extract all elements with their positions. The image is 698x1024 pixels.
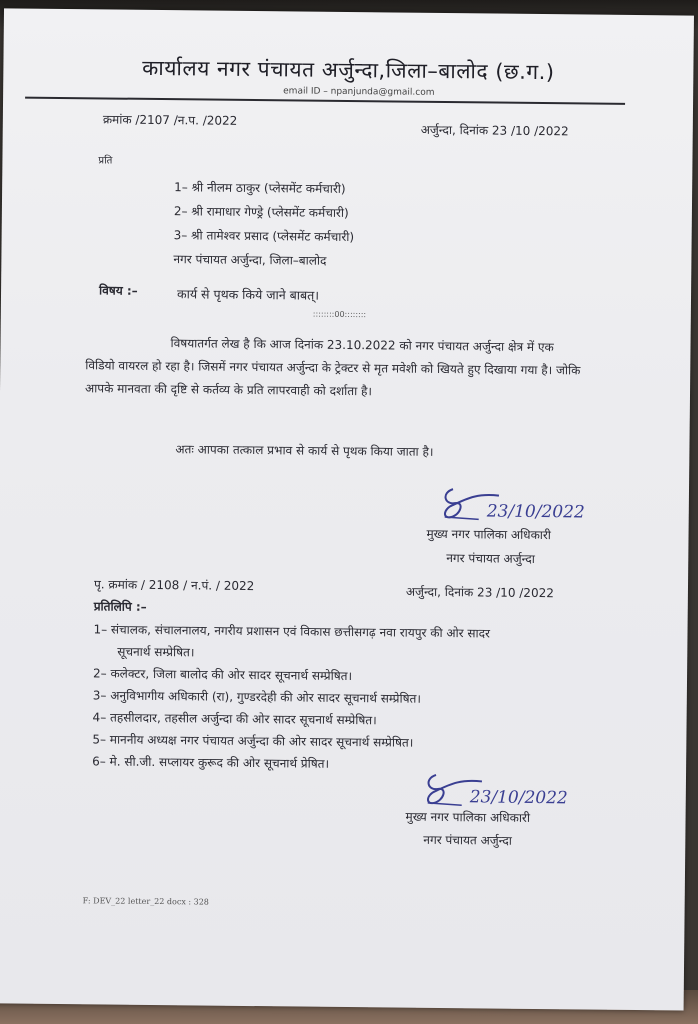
recipient-3: 3– श्री तामेश्वर प्रसाद (प्लेसमेंट कर्मचारी) xyxy=(173,228,355,245)
body-text: विषयातर्गत लेख है कि आज दिनांक 23.10.2022 को नगर पंचायत अर्जुन्दा क्षेत्र में एक विडियो वायरल हो रहा है। जिसमें नगर पंचायत अर्जुन्दा के ट्रेक्टर से मृत मवेशी को खियते हुए दिखाया गया है। जोकि आपके मानवता की दृष्टि से कर्तव्य के प्रति लापरवाही को दर्शाता है। xyxy=(84,336,581,399)
subject-divider: ::::::::00:::::::: xyxy=(312,309,367,320)
header-rule xyxy=(25,97,625,105)
file-code: F: DEV_22 letter_22 docx : 328 xyxy=(82,896,209,907)
copy-item-6: 6– मे. सी.जी. सप्लायर कुरूद की ओर सूचनार्थ प्रेषित। xyxy=(92,754,330,771)
letter-page xyxy=(0,8,694,1010)
signatory-office-1: नगर पंचायत अर्जुन्दा xyxy=(446,551,535,566)
signatory-title-2: मुख्य नगर पालिका अधिकारी xyxy=(405,809,531,825)
signatory-office-2: नगर पंचायत अर्जुन्दा xyxy=(423,832,512,848)
copy-item-4: 4– तहसीलदार, तहसील अर्जुन्दा की ओर सादर सूचनार्थ सम्प्रेषित। xyxy=(92,710,377,728)
reference-number: क्रमांक /2107 /न.प. /2022 xyxy=(102,112,238,128)
order-text: अतः आपका तत्काल प्रभाव से कार्य से पृथक किया जाता है। xyxy=(175,442,434,459)
copy-reference-number: पृ. क्रमांक / 2108 / न.पं. / 2022 xyxy=(93,577,255,594)
recipient-1: 1– श्री नीलम ठाकुर (प्लेसमेंट कर्मचारी) xyxy=(174,180,346,196)
subject-text: कार्य से पृथक किये जाने बाबत्। xyxy=(176,286,320,303)
recipient-2: 2– श्री रामाधार गेण्ड्रे (प्लेसमेंट कर्मचारी) xyxy=(173,204,349,221)
copy-item-1-cont: सूचनार्थ सम्प्रेषित। xyxy=(117,644,195,660)
recipient-address: नगर पंचायत अर्जुन्दा, जिला–बालोद xyxy=(173,252,327,268)
body-paragraph xyxy=(85,331,586,405)
copy-item-3: 3– अनुविभागीय अधिकारी (रा), गुण्डरदेही की ओर सादर सूचनार्थ सम्प्रेषित। xyxy=(92,688,422,706)
copy-place-date: अर्जुन्दा, दिनांक 23 /10 /2022 xyxy=(405,584,554,601)
copy-item-1: 1– संचालक, संचालनालय, नगरीय प्रशासन एवं विकास छत्तीसगढ़ नवा रायपुर की ओर सादर xyxy=(93,622,491,641)
signature-1-date: 23/10/2022 xyxy=(486,501,585,523)
signature-2-date: 23/10/2022 xyxy=(469,787,568,809)
to-label: प्रति xyxy=(98,155,113,167)
email-line: email ID – npanjunda@gmail.com xyxy=(283,86,435,98)
place-date: अर्जुन्दा, दिनांक 23 /10 /2022 xyxy=(420,122,569,139)
copy-label: प्रतिलिपि :– xyxy=(93,599,147,614)
signatory-title-1: मुख्य नगर पालिका अधिकारी xyxy=(426,526,552,543)
office-title: कार्यालय नगर पंचायत अर्जुन्दा,जिला–बालोद (छ.ग.) xyxy=(142,55,555,85)
copy-item-2: 2– कलेक्टर, जिला बालोद की ओर सादर सूचनार्थ सम्प्रेषित। xyxy=(92,666,353,684)
copy-item-5: 5– माननीय अध्यक्ष नगर पंचायत अर्जुन्दा की ओर सादर सूचनार्थ सम्प्रेषित। xyxy=(92,732,414,750)
subject-label: विषय :– xyxy=(98,283,138,298)
